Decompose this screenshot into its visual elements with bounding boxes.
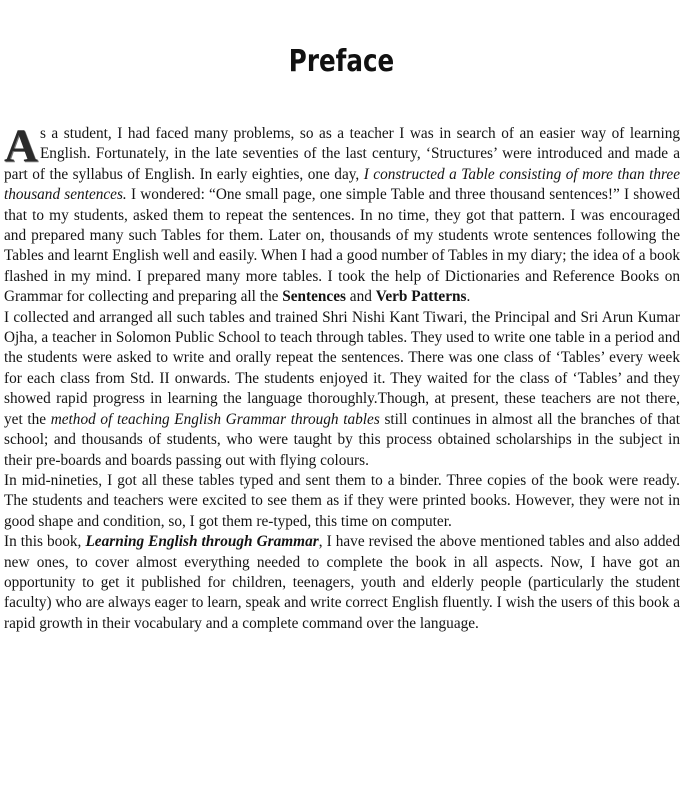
text-run: and: [345, 288, 376, 306]
bold-text: Sentences: [282, 288, 346, 306]
text-run: I collected and arranged all such tables and trained Shri Nishi Kant Tiwari, the Principal and Sri Arun Kumar Ojha, a teacher in Solomon Public School to teach through tables. They used to write one table in a period and the students were asked to write and orally repeat the sentences. There was one class of ‘Tables’ every week for each class from Std. II onwards. The students enjoyed it. They waited for the class of ‘Tables’ and they showed rapid progress in learning the language thoroughly.Though, at present, these teachers are not there, yet the: [4, 308, 680, 428]
paragraph: [4, 308, 680, 471]
preface-body: [4, 120, 681, 634]
drop-cap: A: [4, 120, 38, 172]
bold-text: Verb Patterns: [375, 288, 467, 306]
book-title-text: Learning English through Grammar: [85, 533, 319, 551]
page-title: Preface: [288, 44, 395, 79]
paragraph: [4, 532, 680, 634]
text-run: , I have revised the above mentioned tables and also added new ones, to cover almost everything needed to complete the book in all aspects. Now, I have got an opportunity to get it published for children, teenagers, youth and elderly people (particularly the student faculty) who are always eager to learn, speak and write correct English fluently. I wish the users of this book a rapid growth in their vocabulary and a complete command over the language.: [4, 533, 680, 632]
text-run: I wondered: “One small page, one simple Table and three thousand sentences!” I showed that to my students, asked them to repeat the sentences. In no time, they got that pattern. I was encouraged and prepared many such Tables for them. Later on, thousands of my students wrote sentences following the Tables and learnt English well and easily. When I had a good number of Tables in my diary; the idea of a book flashed in my mind. I prepared many more tables. I took the help of Dictionaries and Reference Books on Grammar for collecting and preparing all the: [4, 186, 680, 306]
text-run: In mid-nineties, I got all these tables typed and sent them to a binder. Three copies of the book were ready. The students and teachers were excited to see them as if they were printed books. However, they were not in good shape and condition, so, I got them re-typed, this time on computer.: [4, 471, 680, 530]
text-run: s a student, I had faced many problems, so as a teacher I was in search of an easier way of learning English. Fortunately, in the late seventies of the last century, ‘Structures’ were introduced and made a part of the syllabus of English. In early eighties, one day,: [4, 125, 680, 183]
paragraph: [4, 471, 680, 532]
text-run: In this book,: [4, 533, 86, 551]
italic-text: I constructed a Table consisting of more than three thousand sentences.: [4, 165, 680, 204]
text-run: .: [466, 288, 471, 306]
italic-text: method of teaching English Grammar through tables: [50, 410, 380, 428]
text-run: still continues in almost all the branches of that school; and thousands of students, who were taught by this process obtained scholarships in the subject in their pre-boards and boards passing out with flying colours.: [4, 410, 681, 469]
paragraph: [4, 120, 680, 308]
